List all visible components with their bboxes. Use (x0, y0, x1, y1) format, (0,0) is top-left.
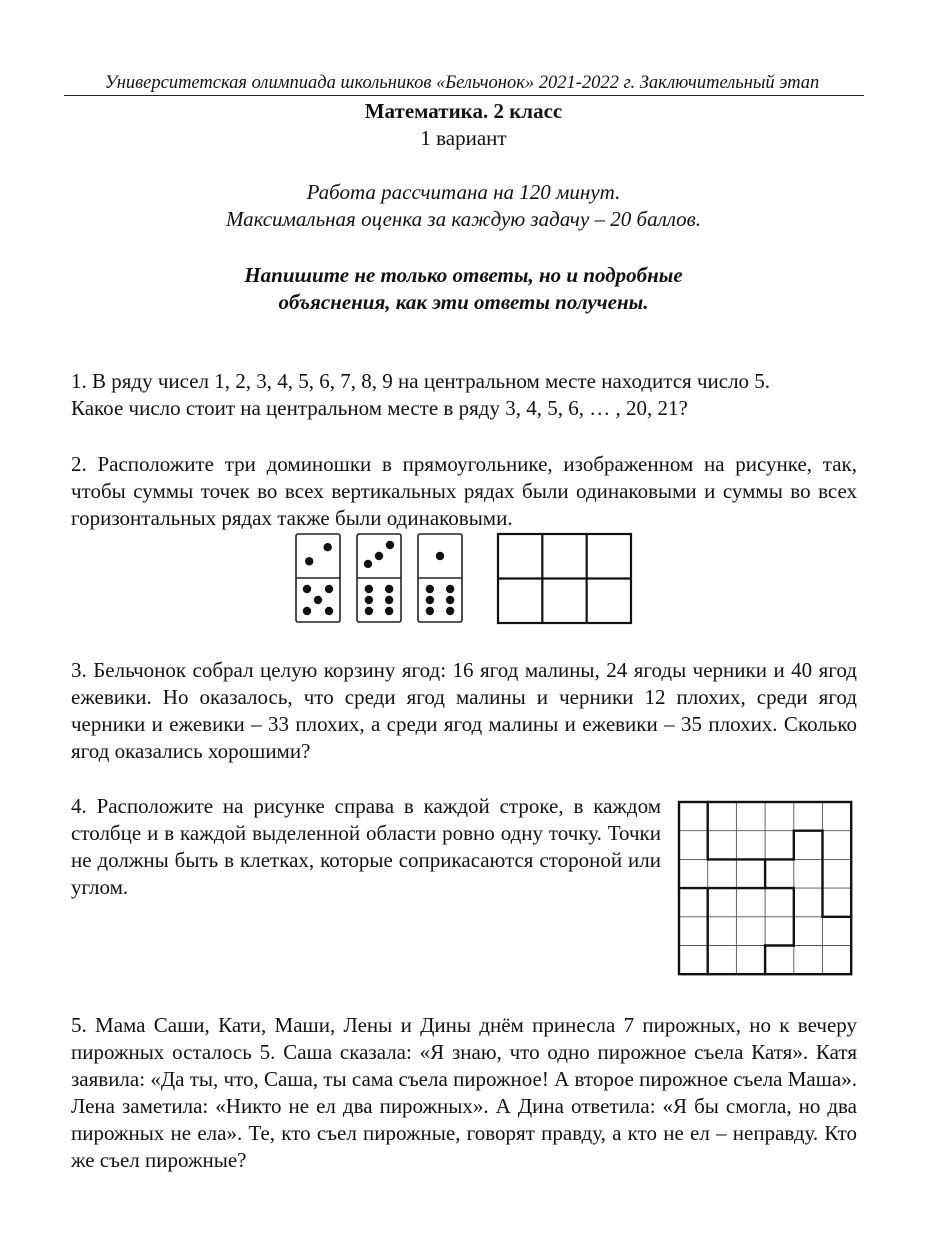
instructions-line-2: объяснения, как эти ответы получены. (278, 290, 649, 314)
task-5 (71, 1012, 857, 1174)
time-info: Работа рассчитана на 120 минут. (306, 180, 621, 204)
domino-pip (386, 541, 394, 549)
domino-pip (426, 585, 434, 593)
domino-pip (436, 552, 444, 560)
task-4-text: 4. Расположите на рисунке справа в каждой строке, в каждом столбце и в каждой выделенной области ровно одну точку. Точки не должны быть в клетках, которые соприкасаются стороной или углом. (71, 794, 661, 899)
domino-pip (385, 596, 393, 604)
domino-pip (323, 543, 331, 551)
olympiad-header: Университетская олимпиада школьников «Бельчонок» 2021-2022 г. Заключительный этап (104, 73, 820, 93)
task-3 (71, 657, 857, 765)
domino-pip (325, 585, 333, 593)
task-1-line-1: 1. В ряду чисел 1, 2, 3, 4, 5, 6, 7, 8, 9 на центральном месте находится число 5. (71, 369, 771, 393)
task-5-text: 5. Мама Саши, Кати, Маши, Лены и Дины днём принесла 7 пирожных, но к вечеру пирожных осталось 5. Саша сказала: «Я знаю, что одно пирожное съела Катя». Катя заявила: «Да ты, что, Саша, ты сама съела пирожное! А второе пирожное съела Маша». Лена заметила: «Никто не ел два пирожных». А Дина ответила: «Я бы смогла, но два пирожных не ела». Те, кто съел пирожные, говорят правду, а кто не ел – неправду. Кто же съел пирожные? (71, 1013, 857, 1172)
puzzle-grid (676, 799, 854, 976)
domino-pip (364, 560, 372, 568)
domino-pip (446, 596, 454, 604)
domino-pip (375, 552, 383, 560)
domino-pip (365, 596, 373, 604)
dominoes (296, 534, 462, 622)
target-rectangle (498, 534, 631, 623)
domino-pip (305, 557, 313, 565)
domino-pip (365, 585, 373, 593)
instructions-line-1: Напишите не только ответы, но и подробные (244, 263, 683, 287)
domino (418, 534, 462, 622)
puzzle-grid-lines (679, 802, 851, 974)
domino-pip (446, 607, 454, 615)
domino-pip (325, 607, 333, 615)
variant-label: 1 вариант (420, 126, 507, 150)
domino-pip (385, 607, 393, 615)
score-info: Максимальная оценка за каждую задачу – 20 баллов. (225, 207, 702, 231)
domino-pip (426, 607, 434, 615)
domino-pip (385, 585, 393, 593)
domino-pip (426, 596, 434, 604)
domino (357, 534, 401, 622)
domino-pip (446, 585, 454, 593)
domino-pip (365, 607, 373, 615)
domino-pip (314, 596, 322, 604)
domino-pip (303, 585, 311, 593)
task-4 (71, 793, 661, 901)
domino (296, 534, 340, 622)
task-2-text: 2. Расположите три доминошки в прямоугольнике, изображенном на рисунке, так, чтобы суммы точек во всех вертикальных рядах были одинаковыми и суммы во всех горизонтальных рядах также были одинаковыми. (71, 452, 857, 530)
task-3-text: 3. Бельчонок собрал целую корзину ягод: 16 ягод малины, 24 ягоды черники и 40 ягод ежевики. Но оказалось, что среди ягод малины и черники 12 плохих, среди ягод черники и ежевики – 33 плохих, а среди ягод малины и ежевики – 35 плохих. Сколько ягод оказались хорошими? (71, 658, 857, 763)
page-title: Математика. 2 класс (364, 99, 563, 123)
task-1-line-2: Какое число стоит на центральном месте в ряду 3, 4, 5, 6, … , 20, 21? (71, 396, 688, 420)
domino-pip (303, 607, 311, 615)
